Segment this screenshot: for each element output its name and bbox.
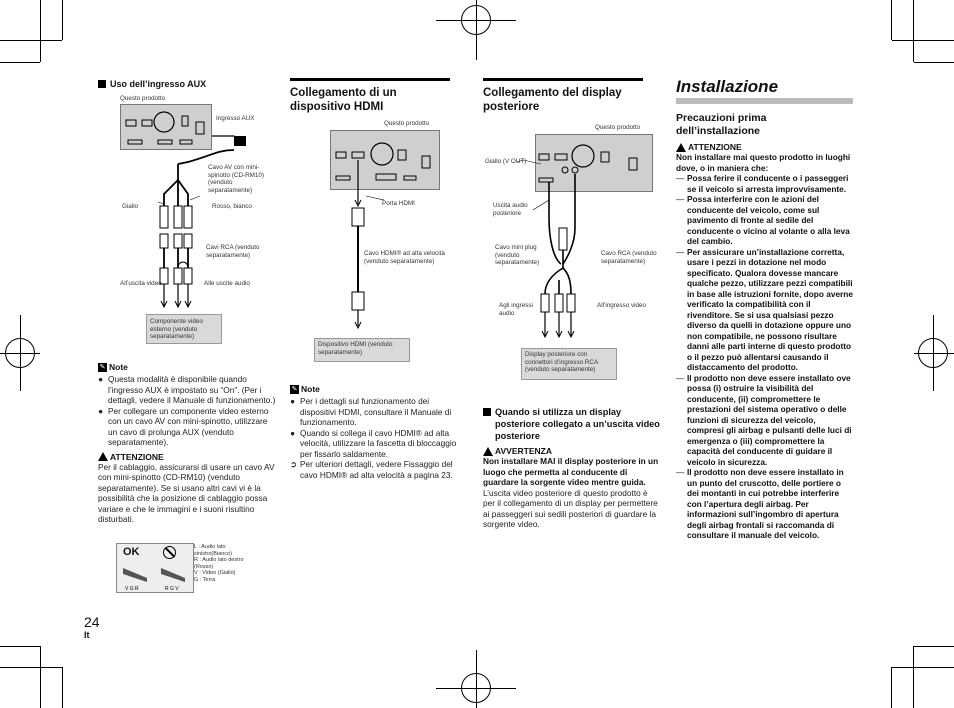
hdmi-connections bbox=[290, 116, 468, 366]
note-icon: ✎ bbox=[291, 385, 298, 393]
crop-mark bbox=[0, 40, 62, 41]
audio-out-label: Alle uscite audio bbox=[204, 280, 250, 287]
square-bullet-icon bbox=[483, 408, 491, 416]
caution-text: Per il cablaggio, assicurarsi di usare un cavo AV con mini-spinotto (CD-RM10) (venduto separatamente). Se si usano altri cavi vi è la possibilità che la posizione di cablaggio possa variare e che le immagini e i suoni risultino disturbati. bbox=[98, 461, 275, 524]
rear-display-diagram bbox=[483, 118, 663, 388]
av-cable-label: Cavo AV con mini-spinotto (CD-RM10) (venduto separatamente) bbox=[208, 164, 264, 194]
note-item: ➲ Per ulteriori dettagli, vedere Fissaggio del cavo HDMI® ad alta velocità a pagina 23. bbox=[290, 459, 453, 480]
note-item: ● Per collegare un componente video esterno con un cavo AV con mini-spinotto, utilizzare un cavo di prolunga AUX (venduto separatamente). bbox=[98, 405, 269, 447]
product-label: Questo prodotto bbox=[595, 124, 641, 131]
registration-mark bbox=[918, 338, 948, 368]
subsection-heading: Quando si utilizza un display posteriore collegato a un’uscita video posteriore bbox=[483, 406, 661, 442]
product-label: Questo prodotto bbox=[120, 95, 166, 102]
caution-heading: ATTENZIONE bbox=[98, 452, 278, 462]
crop-mark bbox=[914, 62, 954, 63]
aux-diagram bbox=[98, 92, 288, 352]
crop-mark bbox=[913, 0, 914, 62]
warning-bold-text: Non installare MAI il display posteriore in un luogo che permetta al conducente di guardare la sorgente video mentre guida. bbox=[483, 456, 659, 487]
note-icon: ✎ bbox=[99, 363, 106, 371]
rear-display-section bbox=[483, 78, 661, 114]
crop-mark bbox=[62, 667, 63, 708]
product-connectors bbox=[98, 92, 288, 352]
note-list bbox=[290, 396, 466, 480]
registration-mark bbox=[461, 5, 491, 35]
caution-heading: ATTENZIONE bbox=[676, 142, 853, 152]
crop-mark bbox=[914, 646, 954, 647]
rear-video-section bbox=[483, 406, 661, 530]
section-heading: Collegamento di un dispositivo HDMI bbox=[290, 78, 450, 114]
crop-mark bbox=[0, 62, 40, 63]
ok-label: OK bbox=[123, 546, 140, 558]
aux-input-label: Ingresso AUX bbox=[216, 115, 255, 122]
plug-compatibility bbox=[116, 543, 194, 593]
warning-text: L’uscita video posteriore di questo prodotto è per il collegamento di un display per permettere ai passeggeri sui sedili posteriori di guardare la sorgente video. bbox=[483, 487, 658, 529]
crop-mark bbox=[0, 667, 62, 668]
legend-item: R : Audio lato destro (Rosso) bbox=[194, 557, 244, 570]
warning-triangle-icon bbox=[98, 452, 108, 461]
note-item: ● Quando si collega il cavo HDMI® ad alta velocità, utilizzare la fascetta di bloccaggio per fissarlo saldamente. bbox=[290, 427, 457, 459]
square-bullet-icon bbox=[98, 80, 106, 88]
hdmi-device-box bbox=[314, 338, 410, 362]
reference-arrow-icon: ➲ bbox=[290, 459, 297, 469]
registration-mark bbox=[5, 338, 35, 368]
crop-mark bbox=[891, 0, 892, 40]
crop-mark bbox=[891, 667, 892, 708]
installation-section bbox=[676, 78, 853, 541]
yellow-vout-label: Giallo (V OUT) bbox=[485, 158, 527, 165]
caution-item: — Per assicurare un’installazione corretta, usare i pezzi in dotazione nel modo specificato. Qualora dovesse mancare qualche pezzo, utilizzare pezzi compatibili in base alle istruzioni fornite, dopo averne verificato la compatibilità con il rivenditore. Se si usa qualsiasi pezzo diverso da quelli in dotazione oppure uno non compatibile, ne possono risultare danni alle parti interne di questo prodotto o il pezzo può allentarsi causando il distaccamento del prodotto. bbox=[676, 246, 853, 372]
yellow-label: Giallo bbox=[122, 203, 139, 210]
crop-mark bbox=[62, 0, 63, 40]
caution-item: — Possa interferire con le azioni del conducente del veicolo, come sul pavimento di fronte al sedile del conducente o vicino al volante o alla leva del cambio. bbox=[676, 194, 850, 246]
page-title: Installazione bbox=[676, 78, 853, 104]
rca-cable-label: Cavi RCA (venduto separatamente) bbox=[206, 244, 260, 259]
warning-triangle-icon bbox=[483, 447, 493, 456]
hdmi-device-label: Dispositivo HDMI (venduto separatamente) bbox=[318, 341, 393, 356]
caution-list bbox=[676, 173, 853, 541]
crop-mark bbox=[0, 646, 40, 647]
legend-item: L : Audio lato sinistro(Bianco) bbox=[194, 544, 232, 557]
crop-mark bbox=[40, 646, 41, 708]
aux-section bbox=[98, 78, 278, 90]
crop-mark bbox=[892, 40, 954, 41]
caution-intro: Non installare mai questo prodotto in luoghi dove, o in maniera che: bbox=[676, 152, 851, 173]
hdmi-port-label: Porta HDMI bbox=[382, 200, 415, 207]
language-code: It bbox=[84, 630, 90, 640]
aux-notes bbox=[98, 362, 278, 525]
section-heading: Uso dell’ingresso AUX bbox=[98, 78, 278, 90]
hdmi-notes bbox=[290, 384, 466, 480]
warning-triangle-icon bbox=[676, 143, 686, 152]
rear-display-box bbox=[521, 348, 617, 380]
audio-in-label: Agli ingressi audio bbox=[499, 302, 533, 317]
hdmi-section bbox=[290, 78, 468, 114]
note-item: ● Questa modalità è disponibile quando l’ingresso AUX è impostato su “On”. (Per i dettagli, vedere il Manuale di funzionamento.) bbox=[98, 374, 276, 405]
caution-item: — Il prodotto non deve essere installato ove possa (i) ostruire la visibilità del conducente, (ii) compromettere le prestazioni del sistema operativo o delle funzioni di sicurezza del veicolo, compresi gli airbag e pulsanti delle luci di emergenza o (iii) compromettere la capacità del conducente di guidare il veicolo in sicurezza. bbox=[676, 372, 852, 467]
hdmi-diagram bbox=[290, 116, 468, 366]
note-heading: ✎ Note bbox=[99, 362, 128, 372]
component-box bbox=[146, 314, 222, 344]
product-label: Questo prodotto bbox=[384, 120, 430, 127]
legend-item: V : Video (Giallo) bbox=[194, 570, 236, 576]
video-in-label: All’ingresso video bbox=[597, 302, 647, 309]
hdmi-cable-label: Cavo HDMI® ad alta velocità (venduto separatamente) bbox=[364, 250, 445, 265]
svg-text:V G R: V G R bbox=[125, 586, 139, 592]
svg-text:R G V: R G V bbox=[165, 586, 179, 592]
note-item: ● Per i dettagli sul funzionamento dei dispositivi HDMI, consultare il Manuale di funzionamento. bbox=[290, 396, 452, 427]
plug-legend bbox=[194, 544, 264, 583]
subsection-heading: Precauzioni prima dell’installazione bbox=[676, 112, 767, 137]
rear-display-label: Display posteriore con connettori d’ingresso RCA (venduto separatamente) bbox=[525, 351, 598, 373]
registration-mark bbox=[461, 673, 491, 703]
red-white-label: Rosso, bianco bbox=[212, 203, 252, 210]
crop-mark bbox=[913, 646, 914, 708]
caution-item: — Il prodotto non deve essere installato in un punto del cruscotto, delle portiere o dei montanti in cui potrebbe interferire con l’apertura degli airbag. Per informazioni sull’ingombro di apertura degli airbag frontali si raccomanda di consultare il manuale del veicolo. bbox=[676, 467, 844, 540]
crop-mark bbox=[40, 0, 41, 62]
mini-plug-label: Cavo mini plug (venduto separatamente) bbox=[495, 244, 540, 266]
caution-item: — Possa ferire il conducente o i passeggeri se il veicolo si arresta improvvisamente. bbox=[676, 173, 849, 194]
warning-heading: AVVERTENZA bbox=[483, 446, 661, 456]
page-number: 24 bbox=[84, 614, 100, 630]
note-list bbox=[98, 374, 278, 448]
note-heading: ✎ Note bbox=[291, 384, 320, 394]
plug-drawing bbox=[117, 544, 195, 594]
component-label: Componente video esterno (venduto separatamente) bbox=[150, 318, 203, 340]
audio-out-label: Uscita audio posteriore bbox=[493, 202, 528, 217]
crop-mark bbox=[892, 667, 954, 668]
rca-cable-label: Cavo RCA (venduto separatamente) bbox=[601, 250, 657, 265]
legend-item: G : Terra bbox=[194, 576, 216, 583]
section-heading: Collegamento del display posteriore bbox=[483, 78, 643, 114]
video-out-label: All’uscita video bbox=[120, 280, 162, 287]
